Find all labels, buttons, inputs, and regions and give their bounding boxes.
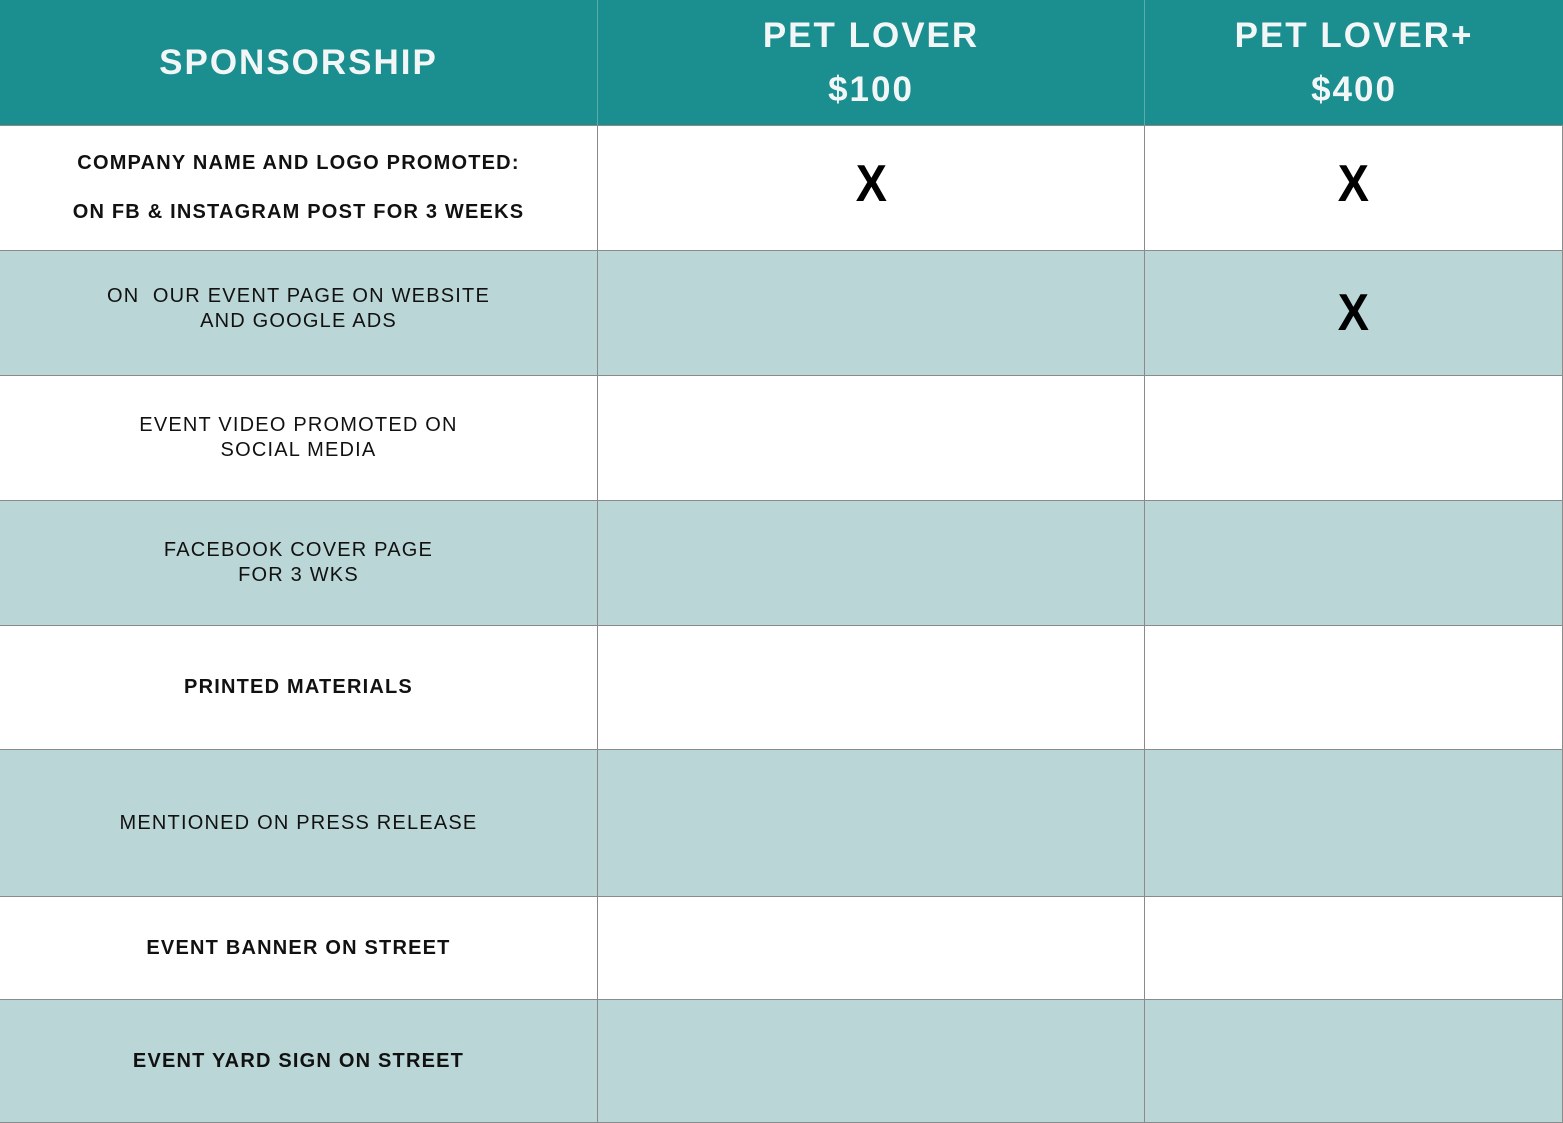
benefit-label-line: MENTIONED ON PRESS RELEASE: [119, 811, 478, 834]
benefit-label: [107, 284, 490, 334]
table-row: [0, 501, 1563, 626]
table-row: [0, 897, 1563, 1000]
table-row: [0, 626, 1563, 750]
benefit-label: [164, 538, 433, 588]
benefit-label-line: EVENT BANNER ON STREET: [146, 936, 451, 959]
check-mark: X: [1337, 284, 1370, 342]
header-sponsorship-label: SPONSORSHIP: [159, 42, 438, 82]
pet-lover-cell: [598, 897, 1145, 999]
check-mark: X: [855, 155, 887, 213]
header-pet-lover: [598, 0, 1145, 125]
benefit-cell: [0, 251, 598, 375]
pet-lover-cell: [598, 126, 1145, 250]
pet-lover-plus-cell: [1145, 750, 1563, 896]
benefit-label-line: FACEBOOK COVER PAGE: [163, 539, 434, 561]
table-row: [0, 251, 1563, 376]
pet-lover-plus-cell: [1145, 251, 1563, 375]
header-pet-lover-name: PET LOVER: [762, 15, 980, 55]
header-pet-lover-plus: [1145, 0, 1563, 125]
benefit-label-line: ON FB & INSTAGRAM POST FOR 3 WEEKS: [72, 201, 525, 223]
pet-lover-plus-cell: [1145, 897, 1563, 999]
benefit-label-line: PRINTED MATERIALS: [184, 676, 413, 698]
benefit-label-line: EVENT VIDEO PROMOTED ON: [139, 414, 458, 436]
pet-lover-plus-cell: [1145, 126, 1563, 250]
pet-lover-plus-cell: [1145, 1000, 1563, 1122]
pet-lover-cell: [598, 1000, 1145, 1122]
benefit-label-line: COMPANY NAME AND LOGO PROMOTED:: [77, 152, 520, 174]
header-pet-lover-plus-name: PET LOVER+: [1234, 15, 1474, 55]
table-header-row: [0, 0, 1563, 126]
pet-lover-cell: [598, 376, 1145, 500]
benefit-cell: [0, 126, 598, 250]
benefit-label: [73, 151, 525, 225]
benefit-cell: [0, 376, 598, 500]
benefit-label-line: ON OUR EVENT PAGE ON WEBSITE: [106, 285, 490, 307]
table-row: [0, 1000, 1563, 1123]
benefit-cell: [0, 897, 598, 999]
benefit-cell: [0, 501, 598, 625]
benefit-label: [146, 936, 450, 961]
pet-lover-cell: [598, 251, 1145, 375]
pet-lover-plus-cell: [1145, 626, 1563, 749]
pet-lover-cell: [598, 626, 1145, 749]
benefit-cell: [0, 1000, 598, 1122]
table-row: [0, 750, 1563, 897]
benefit-label-line: EVENT YARD SIGN ON STREET: [132, 1049, 465, 1072]
benefit-label: [133, 1049, 464, 1074]
header-sponsorship: [0, 0, 598, 125]
table-row: [0, 376, 1563, 501]
benefit-cell: [0, 626, 598, 749]
benefit-label-line: FOR 3 WKS: [238, 564, 359, 586]
benefit-label-line: SOCIAL MEDIA: [220, 439, 377, 461]
pet-lover-plus-cell: [1145, 501, 1563, 625]
pet-lover-plus-cell: [1145, 376, 1563, 500]
benefit-cell: [0, 750, 598, 896]
benefit-label-line: AND GOOGLE ADS: [200, 310, 397, 332]
table-row: [0, 126, 1563, 251]
pet-lover-cell: [598, 501, 1145, 625]
benefit-label: [139, 413, 457, 463]
benefit-label: [184, 675, 413, 700]
check-mark: X: [1337, 155, 1370, 213]
benefit-label: [120, 811, 478, 836]
pet-lover-cell: [598, 750, 1145, 896]
header-pet-lover-plus-price: $400: [1311, 69, 1397, 109]
header-pet-lover-price: $100: [828, 69, 914, 109]
